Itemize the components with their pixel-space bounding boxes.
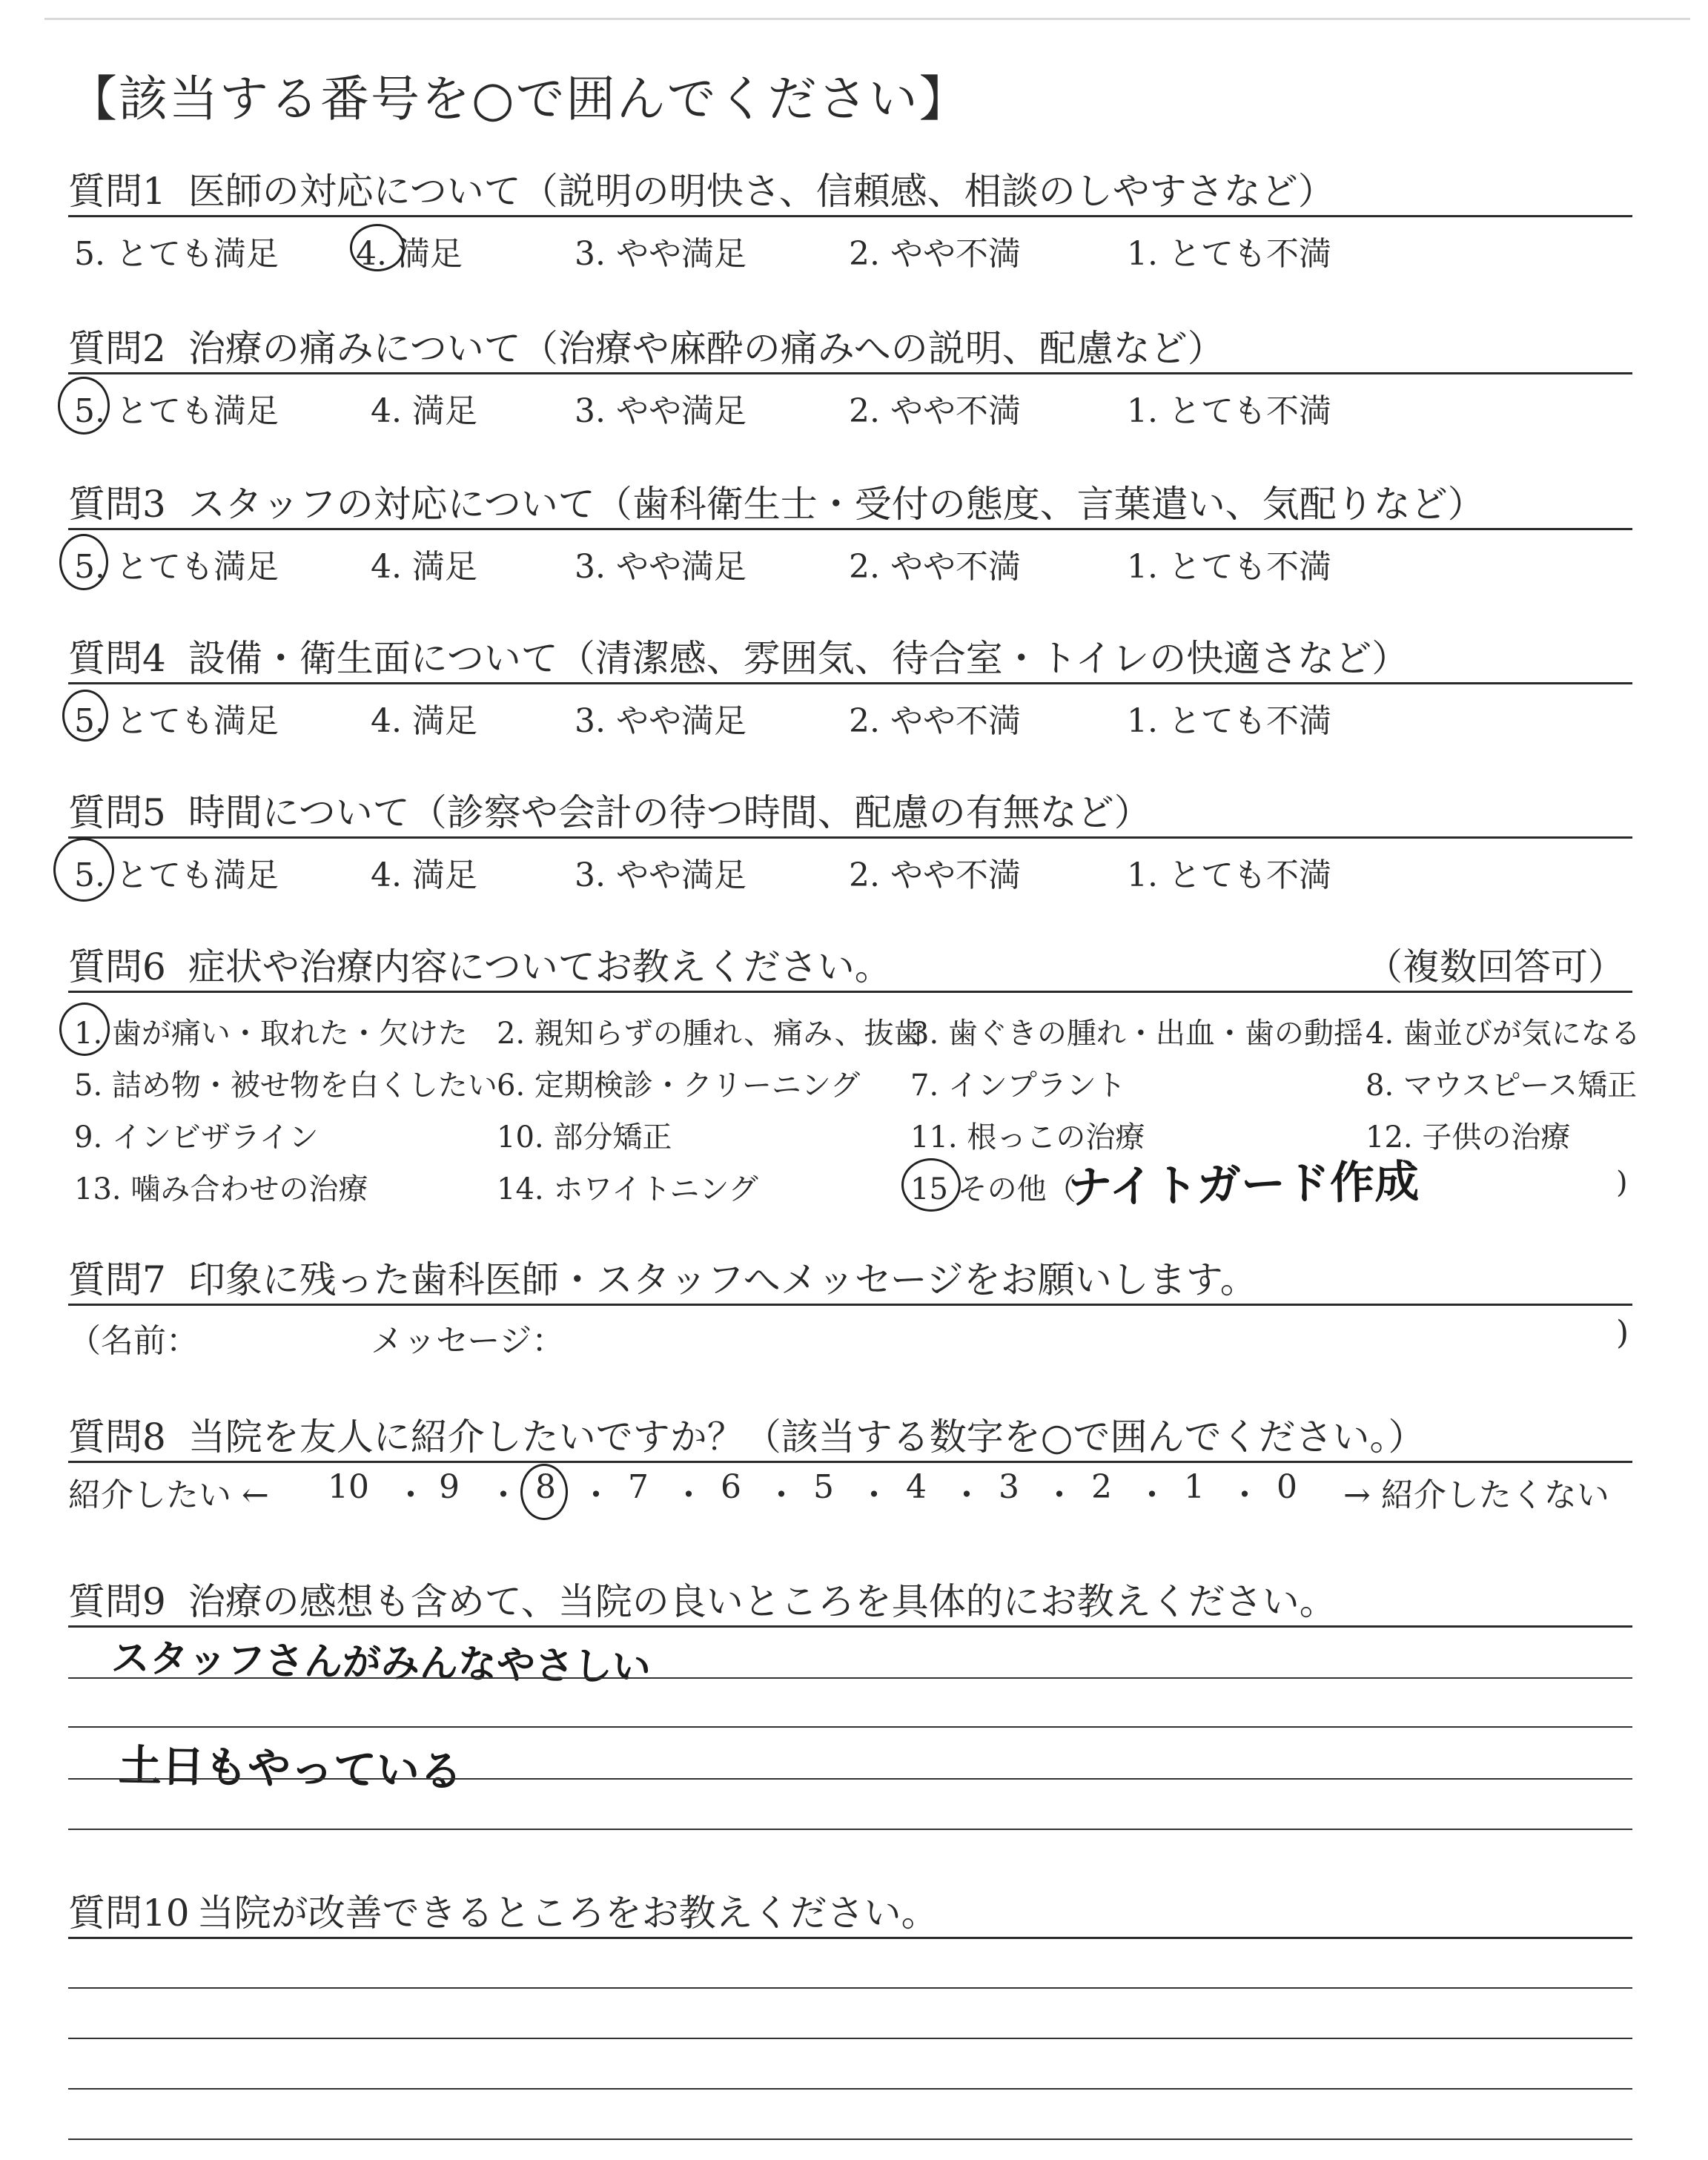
q6-selected-circle-15: [901, 1158, 961, 1212]
q10-line-4: [68, 2138, 1632, 2140]
question-2-rule: [68, 372, 1632, 374]
q8-scale-dot: ・: [858, 1476, 890, 1514]
question-8-label: 質問8: [68, 1416, 166, 1459]
question-5: [68, 783, 1632, 835]
q7-name-label[interactable]: （名前：: [68, 1322, 199, 1360]
question-1-text: 医師の対応について（説明の明快さ、信頼感、相談のしやすさなど）: [188, 170, 1335, 213]
q2-option-1[interactable]: 1. とても不満: [1127, 392, 1331, 430]
question-2-label: 質問2: [68, 327, 166, 370]
q5-option-3[interactable]: 3. やや満足: [575, 856, 747, 894]
q8-scale-8[interactable]: 8: [535, 1468, 556, 1506]
q9-answer-1[interactable]: スタッフさんがみんなやさしい: [110, 1636, 652, 1691]
question-8-text: 当院を友人に紹介したいですか？（該当する数字を○で囲んでください。）: [188, 1416, 1426, 1459]
q9-answer-2[interactable]: 土日もやっている: [118, 1740, 463, 1797]
question-8: [68, 1407, 1632, 1459]
q3-selected-circle: [59, 534, 108, 590]
q8-right-label: → 紹介したくない: [1343, 1476, 1609, 1514]
q5-option-2[interactable]: 2. やや不満: [849, 856, 1021, 894]
page-title: 【該当する番号を○で囲んでください】: [68, 70, 970, 128]
q6-option-13[interactable]: 13. 噛み合わせの治療: [74, 1172, 368, 1206]
q4-option-4[interactable]: 4. 満足: [371, 702, 477, 740]
q6-option-3[interactable]: 3. 歯ぐきの腫れ・出血・歯の動揺: [910, 1017, 1363, 1051]
q4-option-1[interactable]: 1. とても不満: [1127, 702, 1331, 740]
question-9-text: 治療の感想も含めて、当院の良いところを具体的にお教えください。: [188, 1580, 1337, 1623]
question-8-rule: [68, 1461, 1632, 1463]
q6-selected-circle-1: [59, 1003, 110, 1056]
question-9: [68, 1572, 1632, 1624]
q4-option-5[interactable]: 5. とても満足: [74, 702, 279, 740]
q8-scale-dot: ・: [1043, 1476, 1076, 1514]
question-3-label: 質問3: [68, 483, 166, 526]
q8-left-label: 紹介したい ←: [68, 1476, 269, 1514]
q8-scale-6[interactable]: 6: [721, 1468, 741, 1506]
q6-option-2[interactable]: 2. 親知らずの腫れ、痛み、抜歯: [497, 1017, 924, 1051]
q6-option-10[interactable]: 10. 部分矯正: [497, 1120, 672, 1155]
q2-option-3[interactable]: 3. やや満足: [575, 392, 747, 430]
q6-option-14[interactable]: 14. ホワイトニング: [497, 1172, 758, 1206]
question-10-text: 当院が改善できるところをお教えください。: [196, 1892, 939, 1935]
q4-option-3[interactable]: 3. やや満足: [575, 702, 747, 740]
question-10-label: 質問10: [68, 1892, 190, 1935]
q3-option-2[interactable]: 2. やや不満: [849, 548, 1021, 586]
q8-scale-dot: ・: [487, 1476, 520, 1514]
question-3-rule: [68, 528, 1632, 530]
q8-scale: [68, 1468, 1632, 1513]
q6-option-1[interactable]: 1. 歯が痛い・取れた・欠けた: [74, 1017, 468, 1051]
q8-scale-dot: ・: [672, 1476, 705, 1514]
question-2: [68, 319, 1632, 371]
question-6-label: 質問6: [68, 945, 166, 988]
q6-other-handwritten[interactable]: ナイトガード作成: [1067, 1155, 1420, 1215]
q9-line-3: [68, 1778, 1632, 1780]
q8-scale-dot: ・: [580, 1476, 612, 1514]
q1-option-5[interactable]: 5. とても満足: [74, 235, 279, 273]
q8-scale-dot: ・: [765, 1476, 798, 1514]
question-10-rule: [68, 1937, 1632, 1939]
q3-option-4[interactable]: 4. 満足: [371, 548, 477, 586]
question-10: [68, 1883, 1632, 1935]
q1-option-2[interactable]: 2. やや不満: [849, 235, 1021, 273]
question-1-rule: [68, 215, 1632, 217]
q2-option-4[interactable]: 4. 満足: [371, 392, 477, 430]
q2-option-5[interactable]: 5. とても満足: [74, 392, 279, 430]
question-3-text: スタッフの対応について（歯科衛生士・受付の態度、言葉遣い、気配りなど）: [188, 483, 1485, 526]
question-4-label: 質問4: [68, 637, 166, 680]
q3-option-5[interactable]: 5. とても満足: [74, 548, 279, 586]
question-9-label: 質問9: [68, 1580, 166, 1623]
q1-selected-circle: [350, 224, 405, 271]
q1-option-4[interactable]: 4. 満足: [356, 235, 463, 273]
q8-scale-5[interactable]: 5: [813, 1468, 834, 1506]
q10-line-3: [68, 2088, 1632, 2090]
question-6-rule: [68, 991, 1632, 993]
q8-scale-dot: ・: [394, 1476, 427, 1514]
q8-scale-dot: ・: [1228, 1476, 1261, 1514]
q6-other-close: ): [1616, 1166, 1628, 1200]
question-6: [68, 937, 1632, 989]
q1-option-3[interactable]: 3. やや満足: [575, 235, 747, 273]
q8-scale-4[interactable]: 4: [906, 1468, 927, 1506]
q7-close-paren: ): [1616, 1314, 1629, 1352]
q3-option-3[interactable]: 3. やや満足: [575, 548, 747, 586]
q5-option-5[interactable]: 5. とても満足: [74, 856, 279, 894]
q6-option-12[interactable]: 12. 子供の治療: [1366, 1120, 1571, 1155]
q6-option-7[interactable]: 7. インプラント: [910, 1069, 1126, 1103]
q5-selected-circle: [53, 838, 114, 902]
q6-option-5[interactable]: 5. 詰め物・被せ物を白くしたい: [74, 1069, 497, 1103]
question-5-rule: [68, 836, 1632, 839]
question-4-rule: [68, 682, 1632, 684]
q6-option-4[interactable]: 4. 歯並びが気になる: [1366, 1017, 1641, 1051]
q7-message-label[interactable]: メッセージ：: [371, 1322, 565, 1360]
q8-scale-dot: ・: [1136, 1476, 1168, 1514]
q8-selected-circle: [520, 1464, 568, 1520]
question-5-text: 時間について（診察や会計の待つ時間、配慮の有無など）: [188, 791, 1151, 834]
q8-scale-7[interactable]: 7: [628, 1468, 649, 1506]
question-1-label: 質問1: [68, 170, 166, 213]
q8-scale-10[interactable]: 10: [328, 1468, 369, 1506]
q8-scale-1[interactable]: 1: [1184, 1468, 1205, 1506]
question-7-label: 質問7: [68, 1258, 166, 1301]
q1-option-1[interactable]: 1. とても不満: [1127, 235, 1331, 273]
question-1: [68, 162, 1632, 214]
q8-scale-9[interactable]: 9: [439, 1468, 460, 1506]
question-4-text: 設備・衛生面について（清潔感、雰囲気、待合室・トイレの快適さなど）: [188, 637, 1409, 680]
q6-option-8[interactable]: 8. マウスピース矯正: [1366, 1069, 1638, 1103]
top-border: [44, 18, 1690, 20]
question-4: [68, 629, 1632, 681]
q4-selected-circle: [62, 690, 108, 742]
question-6-note: （複数回答可）: [1366, 945, 1625, 988]
question-7-text: 印象に残った歯科医師・スタッフへメッセージをお願いします。: [188, 1258, 1257, 1301]
question-7-rule: [68, 1304, 1632, 1306]
q9-line-1: [68, 1677, 1632, 1679]
q2-selected-circle: [58, 377, 110, 435]
q8-scale-0[interactable]: 0: [1277, 1468, 1297, 1506]
q8-scale-dot: ・: [950, 1476, 983, 1514]
question-9-rule: [68, 1625, 1632, 1628]
q10-line-1: [68, 1987, 1632, 1989]
q8-scale-3[interactable]: 3: [999, 1468, 1019, 1506]
q4-option-2[interactable]: 2. やや不満: [849, 702, 1021, 740]
q9-line-4: [68, 1829, 1632, 1830]
question-6-text: 症状や治療内容についてお教えください。: [188, 945, 892, 988]
q6-option-9[interactable]: 9. インビザライン: [74, 1120, 319, 1155]
q5-option-4[interactable]: 4. 満足: [371, 856, 477, 894]
question-7: [68, 1250, 1632, 1302]
q3-option-1[interactable]: 1. とても不満: [1127, 548, 1331, 586]
q6-option-6[interactable]: 6. 定期検診・クリーニング: [497, 1069, 861, 1103]
question-5-label: 質問5: [68, 791, 166, 834]
q6-option-11[interactable]: 11. 根っこの治療: [910, 1120, 1145, 1155]
q6-option-15[interactable]: 15 その他（: [910, 1172, 1076, 1206]
question-3: [68, 475, 1632, 526]
q2-option-2[interactable]: 2. やや不満: [849, 392, 1021, 430]
q10-line-2: [68, 2038, 1632, 2039]
q8-scale-2[interactable]: 2: [1091, 1468, 1112, 1506]
q9-line-2: [68, 1726, 1632, 1728]
q5-option-1[interactable]: 1. とても不満: [1127, 856, 1331, 894]
question-2-text: 治療の痛みについて（治療や麻酔の痛みへの説明、配慮など）: [188, 327, 1225, 370]
